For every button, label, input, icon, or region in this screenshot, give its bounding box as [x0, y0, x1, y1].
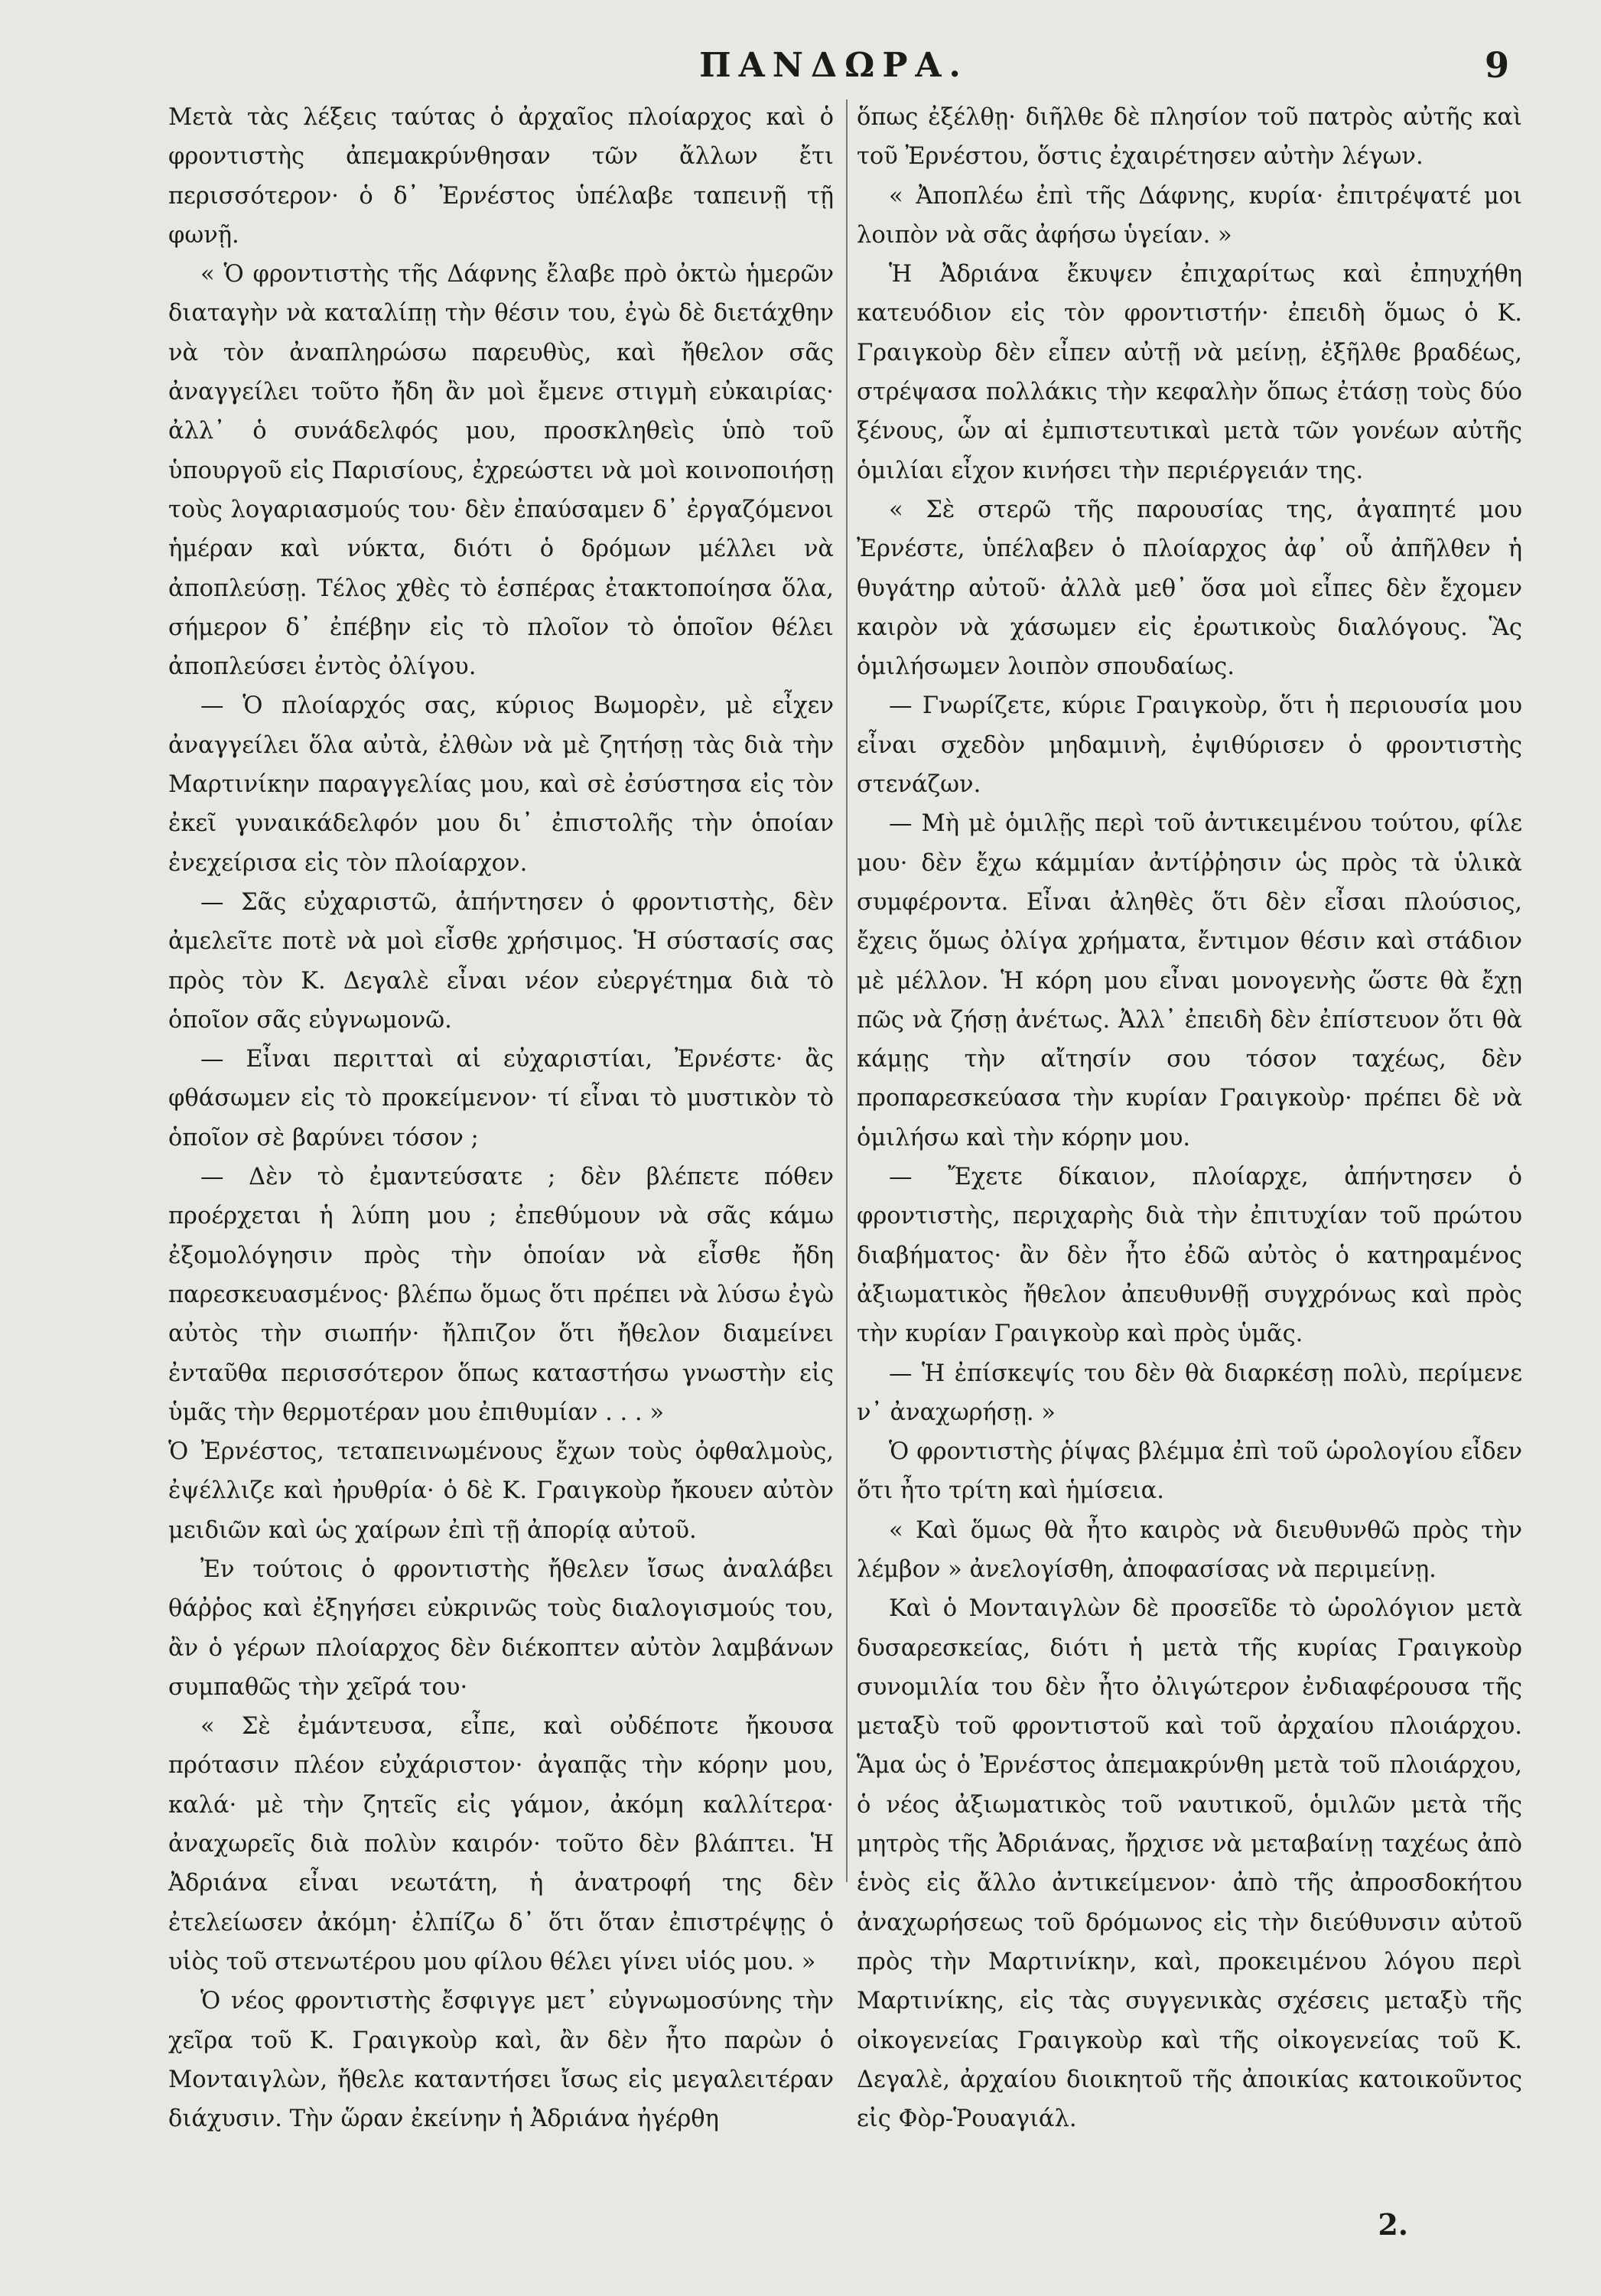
journal-title: ΠΑΝΔΩΡΑ. [699, 46, 968, 85]
paragraph: — Εἶναι περιτταὶ αἱ εὐχαριστίαι, Ἐρνέστε· ἂς φθάσωμεν εἰς τὸ προκείμενον· τί εἶναι τὸ μυστικὸν τὸ ὁποῖον σὲ βαρύνει τόσον ; [168, 1046, 834, 1151]
left-column [168, 98, 834, 2138]
paragraph: Ἡ Ἀδριάνα ἔκυψεν ἐπιχαρίτως καὶ ἐπηυχήθη κατευόδιον εἰς τὸν φροντιστήν· ἐπειδὴ ὅμως ὁ Κ. Γραιγκοὺρ δὲν εἶπεν αὐτῇ νὰ μείνῃ, ἐξῆλθε βραδέως, στρέψασα πολλάκις τὴν κεφαλὴν ὅπως ἐτάσῃ τοὺς δύο ξένους, ὧν αἱ ἐμπιστευτικαὶ μετὰ τῶν γονέων αὐτῆς ὁμιλίαι εἶχον κινήσει τὴν περιέργειάν της. [857, 261, 1522, 484]
page-number: 9 [1484, 44, 1509, 86]
signature-mark: 2. [1378, 2207, 1408, 2242]
paragraph: « Σὲ στερῶ τῆς παρουσίας της, ἀγαπητέ μου Ἐρνέστε, ὑπέλαβεν ὁ πλοίαρχος ἀφ᾽ οὗ ἀπῆλθεν ἡ θυγάτηρ αὐτοῦ· ἀλλὰ μεθ᾽ ὅσα μοὶ εἶπες δὲν ἔχομεν καιρὸν νὰ χάσωμεν εἰς ἐρωτικοὺς διαλόγους. Ἃς ὁμιλήσωμεν λοιπὸν σπουδαίως. [857, 496, 1522, 681]
paragraph: « Ὁ φροντιστὴς τῆς Δάφνης ἔλαβε πρὸ ὀκτὼ ἡμερῶν διαταγὴν νὰ καταλίπῃ τὴν θέσιν του, ἐγὼ δὲ διετάχθην νὰ τὸν ἀναπληρώσω παρευθὺς, καὶ ἤθελον σᾶς ἀναγγείλει τοῦτο ἤδη ἂν μοὶ ἔμενε στιγμὴ εὐκαιρίας· ἀλλ᾽ ὁ συνάδελφός μου, προσκληθεὶς ὑπὸ τοῦ ὑπουργοῦ εἰς Παρισίους, ἐχρεώστει νὰ μοὶ κοινοποιήσῃ τοὺς λογαριασμούς του· δὲν ἐπαύσαμεν δ᾽ ἐργαζόμενοι ἡμέραν καὶ νύκτα, διότι ὁ δρόμων μέλλει νὰ ἀποπλεύσῃ. Τέλος χθὲς τὸ ἑσπέρας ἐτακτοποίησα ὅλα, σήμερον δ᾽ ἐπέβην εἰς τὸ πλοῖον τὸ ὁποῖον θέλει ἀποπλεύσει ἐντὸς ὀλίγου. [168, 261, 834, 681]
paragraph: — Μὴ μὲ ὁμιλῇς περὶ τοῦ ἀντικειμένου τούτου, φίλε μου· δὲν ἔχω κάμμίαν ἀντίῤῥησιν ὡς πρὸς τὰ ὑλικὰ συμφέροντα. Εἶναι ἀληθὲς ὅτι δὲν εἶσαι πλούσιος, ἔχεις ὅμως ὀλίγα χρήματα, ἔντιμον θέσιν καὶ στάδιον μὲ μέλλον. Ἡ κόρη μου εἶναι μονογενὴς ὥστε θὰ ἔχῃ πῶς νὰ ζήσῃ ἀνέτως. Ἀλλ᾽ ἐπειδὴ δὲν ἐπίστευον ὅτι θὰ κάμῃς τὴν αἴτησίν σου τόσον ταχέως, δὲν προπαρεσκεύασα τὴν κυρίαν Γραιγκοὺρ· πρέπει δὲ νὰ ὁμιλήσω καὶ τὴν κόρην μου. [857, 810, 1522, 1151]
paragraph: Καὶ ὁ Μονταιγλὼν δὲ προσεῖδε τὸ ὡρολόγιον μετὰ δυσαρεσκείας, διότι ἡ μετὰ τῆς κυρίας Γραιγκοὺρ συνομιλία του δὲν ἦτο ὀλιγώτερον ἐνδιαφέρουσα τῆς μεταξὺ τοῦ φροντιστοῦ καὶ τοῦ ἀρχαίου πλοιάρχου. Ἅμα ὡς ὁ Ἐρνέστος ἀπεμακρύνθη μετὰ τοῦ πλοιάρχου, ὁ νέος ἀξιωματικὸς τοῦ ναυτικοῦ, ὁμιλῶν μετὰ τῆς μητρὸς τῆς Ἀδριάνας, ἤρχισε νὰ μεταβαίνῃ ταχέως ἀπὸ ἑνὸς εἰς ἄλλο ἀντικείμενον· ἀπὸ τῆς ἀπροσδοκήτου ἀναχωρήσεως τοῦ δρόμωνος εἰς τὴν διεύθυνσιν αὐτοῦ πρὸς τὴν Μαρτινίκην, καὶ, προκειμένου λόγου περὶ Μαρτινίκης, εἰς τὰς συγγενικὰς σχέσεις μεταξὺ τῆς οἰκογενείας Γραιγκοὺρ καὶ τῆς οἰκογενείας τοῦ Κ. Δεγαλὲ, ἀρχαίου διοικητοῦ τῆς ἀποικίας κατοικοῦντος εἰς Φὸρ-Ῥουαγιάλ. [857, 1595, 1522, 2133]
running-head [0, 46, 1601, 92]
paragraph: — Δὲν τὸ ἐμαντεύσατε ; δὲν βλέπετε πόθεν προέρχεται ἡ λύπη μου ; ἐπεθύμουν νὰ σᾶς κάμω ἐξομολόγησιν πρὸς τὴν ὁποίαν νὰ εἶσθε ἤδη παρεσκευασμένος· βλέπω ὅμως ὅτι πρέπει νὰ λύσω ἐγὼ αὐτὸς τὴν σιωπήν· ἤλπιζον ὅτι ἤθελον διαμείνει ἐνταῦθα περισσότερον ὅπως καταστήσω γνωστὴν εἰς ὑμᾶς τὴν θερμοτέραν μου ἐπιθυμίαν . . . » [168, 1164, 834, 1426]
paragraph: « Ἀποπλέω ἐπὶ τῆς Δάφνης, κυρία· ἐπιτρέψατέ μοι λοιπὸν νὰ σᾶς ἀφήσω ὑγείαν. » [857, 182, 1522, 249]
column-divider [846, 99, 848, 1882]
paragraph: Ὁ νέος φροντιστὴς ἔσφιγγε μετ᾽ εὐγνωμοσύνης τὴν χεῖρα τοῦ Κ. Γραιγκοὺρ καὶ, ἂν δὲν ἦτο παρὼν ὁ Μονταιγλὼν, ἤθελε καταντήσει ἴσως εἰς μεγαλειτέραν διάχυσιν. Τὴν ὥραν ἐκείνην ἡ Ἀδριάνα ἠγέρθη [168, 1988, 834, 2133]
paragraph: — Ὁ πλοίαρχός σας, κύριος Βωμορὲν, μὲ εἶχεν ἀναγγείλει ὅλα αὐτὰ, ἐλθὼν νὰ μὲ ζητήσῃ τὰς διὰ τὴν Μαρτινίκην παραγγελίας μου, καὶ σὲ ἐσύστησα εἰς τὸν ἐκεῖ γυναικάδελφόν μου δι᾽ ἐπιστολῆς τὴν ὁποίαν ἐνεχείρισα εἰς τὸν πλοίαρχον. [168, 692, 834, 877]
paragraph: Μετὰ τὰς λέξεις ταύτας ὁ ἀρχαῖος πλοίαρχος καὶ ὁ φροντιστὴς ἀπεμακρύνθησαν τῶν ἄλλων ἔτι περισσότερον· ὁ δ᾽ Ἐρνέστος ὑπέλαβε ταπεινῇ τῇ φωνῇ. [168, 104, 834, 249]
paragraph: « Σὲ ἐμάντευσα, εἶπε, καὶ οὐδέποτε ἤκουσα πρότασιν πλέον εὐχάριστον· ἀγαπᾷς τὴν κόρην μου, καλά· μὲ τὴν ζητεῖς εἰς γάμον, ἀκόμη καλλίτερα· ἀναχωρεῖς διὰ πολὺν καιρόν· τοῦτο δὲν βλάπτει. Ἡ Ἀδριάνα εἶναι νεωτάτη, ἡ ἀνατροφή της δὲν ἐτελείωσεν ἀκόμη· ἐλπίζω δ᾽ ὅτι ὅταν ἐπιστρέψῃς ὁ υἱὸς τοῦ στενωτέρου μου φίλου θέλει γίνει υἱός μου. » [168, 1713, 834, 1975]
paragraph: « Καὶ ὅμως θὰ ἦτο καιρὸς νὰ διευθυνθῶ πρὸς τὴν λέμβον » ἀνελογίσθη, ἀποφασίσας νὰ περιμείνῃ. [857, 1516, 1522, 1583]
paragraph: Ἐν τούτοις ὁ φροντιστὴς ἤθελεν ἴσως ἀναλάβει θάῤῥος καὶ ἐξηγήσει εὐκρινῶς τοὺς διαλογισμούς του, ἂν ὁ γέρων πλοίαρχος δὲν διέκοπτεν αὐτὸν λαμβάνων συμπαθῶς τὴν χεῖρά του· [168, 1555, 834, 1701]
right-column [857, 98, 1522, 2138]
paragraph: — Γνωρίζετε, κύριε Γραιγκοὺρ, ὅτι ἡ περιουσία μου εἶναι σχεδὸν μηδαμινὴ, ἐψιθύρισεν ὁ φροντιστὴς στενάζων. [857, 692, 1522, 799]
paragraph: — Σᾶς εὐχαριστῶ, ἀπήντησεν ὁ φροντιστὴς, δὲν ἀμελεῖτε ποτὲ νὰ μοὶ εἶσθε χρήσιμος. Ἡ σύστασίς σας πρὸς τὸν Κ. Δεγαλὲ εἶναι νέον εὐεργέτημα διὰ τὸ ὁποῖον σᾶς εὐγνωμονῶ. [168, 888, 834, 1034]
paragraph: Ὁ φροντιστὴς ῥίψας βλέμμα ἐπὶ τοῦ ὡρολογίου εἶδεν ὅτι ἦτο τρίτη καὶ ἡμίσεια. [857, 1438, 1522, 1505]
paragraph: Ὁ Ἐρνέστος, τεταπεινωμένους ἔχων τοὺς ὀφθαλμοὺς, ἐψέλλιζε καὶ ἠρυθρία· ὁ δὲ Κ. Γραιγκοὺρ ἤκουεν αὐτὸν μειδιῶν καὶ ὡς χαίρων ἐπὶ τῇ ἀπορίᾳ αὐτοῦ. [168, 1438, 834, 1544]
paragraph: ὅπως ἐξέλθῃ· διῆλθε δὲ πλησίον τοῦ πατρὸς αὐτῆς καὶ τοῦ Ἐρνέστου, ὅστις ἐχαιρέτησεν αὐτὴν λέγων. [857, 104, 1522, 171]
paragraph: — Ἡ ἐπίσκεψίς του δὲν θὰ διαρκέσῃ πολὺ, περίμενε ν᾽ ἀναχωρήσῃ. » [857, 1360, 1522, 1426]
paragraph: — Ἔχετε δίκαιον, πλοίαρχε, ἀπήντησεν ὁ φροντιστὴς, περιχαρὴς διὰ τὴν ἐπιτυχίαν τοῦ πρώτου διαβήματος· ἂν δὲν ἦτο ἐδῶ αὐτὸς ὁ κατηραμένος ἀξιωματικὸς ἤθελον ἀπευθυνθῇ συγχρόνως καὶ πρὸς τὴν κυρίαν Γραιγκοὺρ καὶ πρὸς ὑμᾶς. [857, 1164, 1522, 1348]
